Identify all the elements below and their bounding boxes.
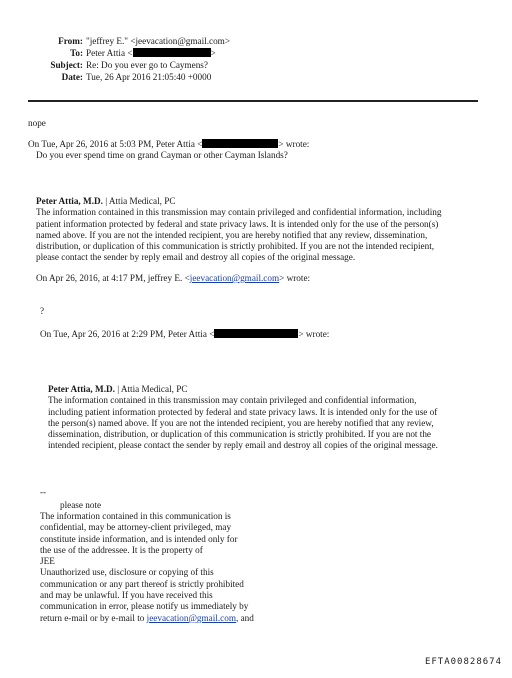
signature1-line: patient information protected by federal and state privacy laws. It is intended only for the use of the person(s) (36, 218, 439, 229)
footer-line: and may be unlawful. If you have received this (40, 590, 213, 601)
signature2-line: dissemination, distribution, or duplication of this communication is strictly prohibited. If you are not the (48, 429, 432, 440)
signature2-name: Peter Attia, M.D. (48, 384, 115, 394)
signature1-line: distribution, or duplication of this communication is strictly prohibited. If you are not the intended recipient, (36, 241, 435, 252)
footer-last-line (40, 613, 254, 624)
reply-body: nope (28, 118, 46, 128)
header-from-row (0, 36, 230, 47)
header-divider (28, 100, 478, 102)
footer-line: Unauthorized use, disclosure or copying of this (40, 567, 214, 578)
signature1-org: | Attia Medical, PC (102, 196, 176, 206)
footer-last-suffix: , and (235, 612, 254, 623)
signature1-line: The information contained in this transmission may contain privileged and confidential information, including (36, 207, 442, 218)
quote1-intro (28, 139, 309, 150)
footer-disclaimer (40, 511, 254, 624)
subject-label: Subject: (50, 60, 83, 70)
to-close: > (210, 48, 216, 58)
signature1-line: named above. If you are not the intended recipient, you are hereby notified that any review, dissemination, (36, 229, 428, 240)
quote3-intro-prefix: On Tue, Apr 26, 2016 at 2:29 PM, Peter Attia < (40, 329, 215, 339)
email-link[interactable]: jeevacation@gmail.com (146, 612, 236, 623)
to-label: To: (70, 48, 83, 58)
footer-line: communication in error, please notify us immediately by (40, 601, 249, 612)
from-value: "jeffrey E." <jeevacation@gmail.com> (86, 36, 231, 46)
quote3-intro (40, 329, 329, 340)
email-link[interactable]: jeevacation@gmail.com (189, 273, 280, 283)
redaction-bar (214, 329, 298, 338)
quote2-body: ? (40, 306, 45, 316)
redaction-bar (133, 48, 211, 57)
footer-line: communication or any part thereof is strictly prohibited (40, 578, 244, 589)
footer-last-prefix: return e-mail or by e-mail to (40, 612, 147, 623)
footer-line: constitute inside information, and is intended only for (40, 533, 238, 544)
bates-number: EFTA00828674 (424, 656, 502, 667)
footer-please-note: please note (60, 500, 102, 510)
footer-line: The information contained in this communication is (40, 511, 231, 521)
to-value: Peter Attia < (86, 48, 133, 58)
subject-value: Re: Do you ever go to Caymens? (86, 60, 208, 70)
signature2-line: intended recipient, please contact the sender by reply email and destroy all copies of the original message. (48, 440, 438, 451)
quote1-intro-suffix: > wrote: (278, 139, 310, 149)
signature2-line: the person(s) named above. If you are not the intended recipient, you are hereby notified that any review, (48, 417, 434, 428)
from-label: From: (58, 36, 83, 46)
quote3-intro-suffix: > wrote: (298, 329, 330, 339)
signature2-line: The information contained in this transmission may contain privileged and confidential information, (48, 395, 417, 406)
signature1-line: please contact the sender by reply email and destroy all copies of the original message. (36, 252, 356, 263)
signature2-heading (48, 384, 438, 395)
footer-line: confidential, may be attorney-client privileged, may (40, 522, 232, 533)
signature2-line: including patient information protected by federal and state privacy laws. It is intended only for the use of (48, 406, 438, 417)
signature1 (36, 196, 441, 264)
date-value: Tue, 26 Apr 2016 21:05:40 +0000 (86, 72, 212, 82)
quote2-intro-suffix: > wrote: (279, 273, 311, 283)
quote1-intro-prefix: On Tue, Apr 26, 2016 at 5:03 PM, Peter Attia < (28, 139, 203, 149)
footer-dashes: -- (40, 487, 47, 497)
header-subject-row (0, 60, 208, 71)
quote2-intro-prefix: On Apr 26, 2016, at 4:17 PM, jeffrey E. < (36, 273, 190, 283)
quote2-intro (36, 273, 310, 284)
header-date-row (0, 72, 211, 83)
quote1-question: Do you ever spend time on grand Cayman or other Cayman Islands? (36, 150, 288, 160)
signature1-name: Peter Attia, M.D. (36, 196, 103, 206)
footer-line: JEE (40, 556, 55, 567)
redaction-bar (202, 139, 278, 148)
signature2 (48, 384, 438, 452)
date-label: Date: (61, 72, 83, 82)
footer-line: the use of the addressee. It is the property of (40, 544, 203, 555)
signature2-org: | Attia Medical, PC (114, 384, 188, 394)
header-to-row (0, 48, 216, 59)
signature1-heading (36, 196, 441, 207)
